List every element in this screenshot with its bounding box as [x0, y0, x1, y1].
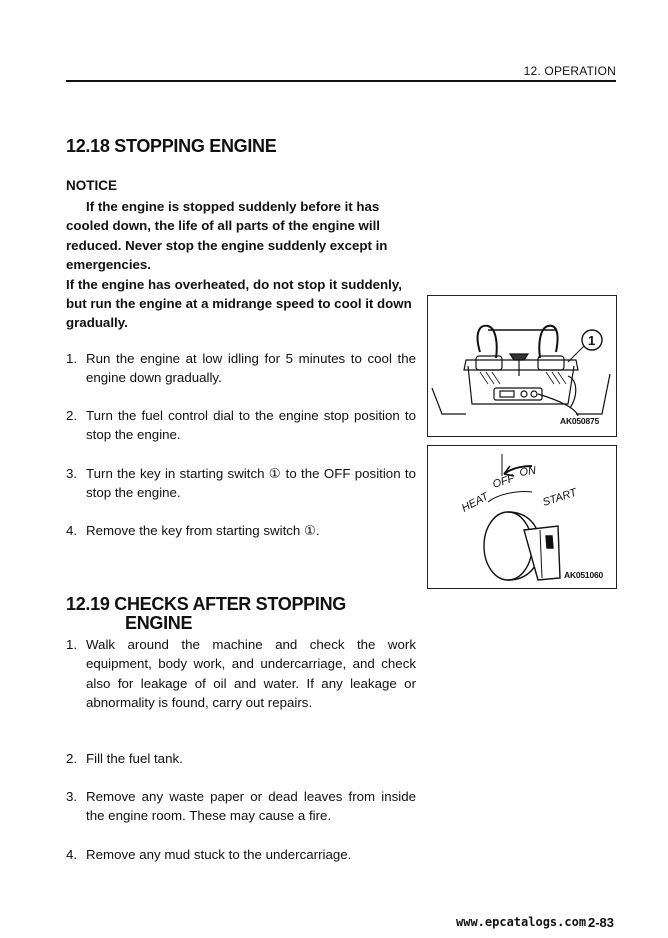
step-number: 4.	[66, 847, 78, 862]
notice-body	[66, 197, 416, 333]
notice-paragraph-1: If the engine is stopped suddenly before it has cooled down, the life of all parts of the engine will reduced. Never stop the engine suddenly except in emergencies.	[66, 199, 388, 273]
check-step-4	[66, 845, 416, 864]
console-illustration	[428, 296, 616, 436]
stop-step-1	[66, 349, 416, 388]
label-heat: HEAT	[459, 490, 491, 515]
check-step-2	[66, 749, 416, 768]
step-text: Run the engine at low idling for 5 minutes to cool the engine down gradually.	[86, 351, 416, 386]
header-rule	[66, 80, 616, 82]
step-text: Remove the key from starting switch ①.	[86, 523, 320, 538]
step-number: 2.	[66, 751, 78, 766]
figure-code: AK050875	[560, 416, 600, 426]
label-on: ON	[518, 464, 537, 479]
section-title-checks-after-stopping: 12.19 CHECKS AFTER STOPPING	[66, 594, 346, 614]
step-text: Walk around the machine and check the work equipment, body work, and undercarriage, and check also for leakage of oil and water. If any leakage or abnormality is found, carry out repairs.	[86, 637, 416, 711]
footer-url: www.epcatalogs.com	[456, 915, 587, 929]
step-number: 3.	[66, 466, 78, 481]
check-step-3	[66, 787, 416, 826]
step-number: 1.	[66, 351, 78, 366]
step-number: 1.	[66, 637, 78, 652]
step-text: Remove any waste paper or dead leaves from inside the engine room. These may cause a fire.	[86, 789, 416, 824]
notice-paragraph-2: If the engine has overheated, do not stop it suddenly, but run the engine at a midrange speed to cool it down gradually.	[66, 276, 412, 331]
step-text: Turn the key in starting switch ① to the OFF position to stop the engine.	[86, 466, 416, 501]
section-title-stopping-engine: 12.18 STOPPING ENGINE	[66, 136, 277, 156]
check-step-1	[66, 635, 416, 713]
figure-console	[427, 295, 617, 437]
step-number: 3.	[66, 789, 78, 804]
page-number: 2-83	[588, 915, 615, 930]
step-text: Fill the fuel tank.	[86, 751, 183, 766]
step-text: Remove any mud stuck to the undercarriage.	[86, 847, 352, 862]
callout-number: 1	[588, 333, 596, 348]
key-switch-illustration	[428, 446, 616, 588]
step-number: 2.	[66, 408, 78, 423]
figure-code: AK051060	[564, 570, 604, 580]
section-header: 12. OPERATION	[523, 64, 616, 78]
step-number: 4.	[66, 523, 78, 538]
page-header	[66, 64, 616, 80]
step-text: Turn the fuel control dial to the engine stop position to stop the engine.	[86, 408, 416, 443]
stop-step-2	[66, 406, 416, 445]
label-off: OFF	[491, 472, 516, 491]
stop-step-4	[66, 521, 416, 540]
label-start: START	[541, 486, 579, 509]
stop-step-3	[66, 464, 416, 503]
section-title-checks-line2: ENGINE	[125, 613, 193, 633]
notice-title: NOTICE	[66, 178, 118, 193]
figure-key-switch	[427, 445, 617, 589]
